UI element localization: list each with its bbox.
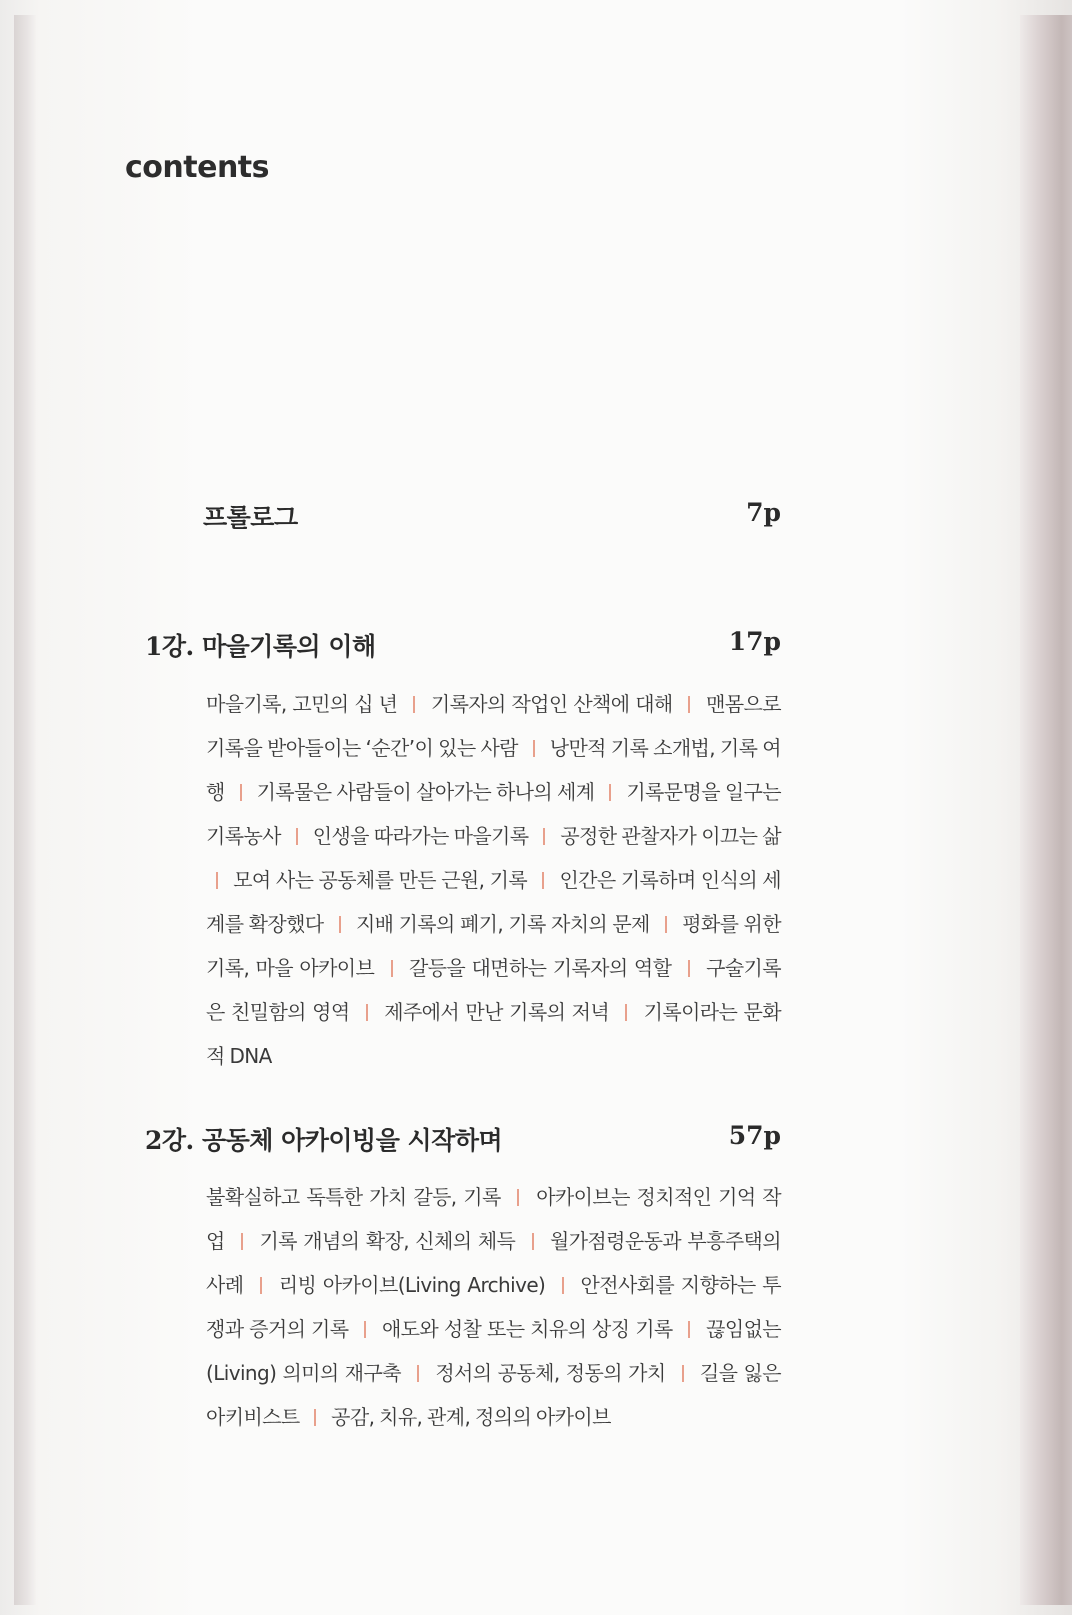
page-gutter-left — [14, 15, 36, 1605]
toc-topic: 지배 기록의 폐기, 기록 자치의 문제 — [355, 912, 650, 936]
toc-topic: 안전사회를 지향하는 투쟁과 증거의 기록 — [206, 1273, 781, 1341]
topic-separator — [542, 872, 544, 889]
topic-separator — [339, 916, 341, 933]
toc-entry-page: 7p — [746, 498, 781, 527]
topic-separator — [314, 1409, 316, 1426]
toc-topic: 맨몸으로 기록을 받아들이는 ‘순간’이 있는 사람 — [206, 692, 781, 760]
toc-topic: 갈등을 대면하는 기록자의 역할 — [408, 956, 672, 980]
topic-separator — [532, 1233, 534, 1250]
page-edge-right — [1020, 15, 1072, 1605]
topic-separator — [413, 696, 415, 713]
toc-entry-page: 57p — [728, 1121, 781, 1150]
toc-entry-topics — [206, 682, 781, 1078]
toc-entry-title: 1강. 마을기록의 이해 — [145, 632, 376, 661]
toc-topic: 제주에서 만난 기록의 저녁 — [384, 1000, 610, 1024]
toc-entry-title: 프롤로그 — [203, 503, 298, 532]
toc-topic: 마을기록, 고민의 십 년 — [206, 692, 398, 716]
contents-heading: contents — [125, 150, 269, 185]
toc-entry-title: 2강. 공동체 아카이빙을 시작하며 — [145, 1126, 503, 1155]
toc-entry-topics — [206, 1175, 781, 1439]
topic-separator — [688, 960, 690, 977]
toc-topic: 공정한 관찰자가 이끄는 삶 — [560, 824, 781, 848]
topic-separator — [216, 872, 218, 889]
toc-topic: 기록자의 작업인 산책에 대해 — [430, 692, 673, 716]
toc-entry-prologue — [0, 498, 1072, 538]
topic-separator — [391, 960, 393, 977]
toc-topic: 끊임없는(Living) 의미의 재구축 — [206, 1317, 782, 1385]
toc-topic: 기록 개념의 확장, 신체의 체득 — [259, 1229, 516, 1253]
topic-separator — [688, 1321, 690, 1338]
topic-separator — [625, 1004, 627, 1021]
topic-separator — [543, 828, 545, 845]
toc-topic: 공감, 치유, 관계, 정의의 아카이브 — [331, 1405, 611, 1429]
toc-topic: 기록문명을 일구는 기록농사 — [206, 780, 781, 848]
toc-topic: 아카이브는 정치적인 기억 작업 — [206, 1185, 782, 1253]
toc-topic: 낭만적 기록 소개법, 기록 여행 — [206, 736, 781, 804]
toc-topic: 애도와 성찰 또는 치유의 상징 기록 — [381, 1317, 673, 1341]
toc-topic: 길을 잃은 아키비스트 — [206, 1361, 781, 1429]
toc-topic: 월가점령운동과 부흥주택의 사례 — [206, 1229, 781, 1297]
topic-separator — [417, 1365, 419, 1382]
toc-topic: 인간은 기록하며 인식의 세계를 확장했다 — [206, 868, 781, 936]
toc-topic: 구술기록은 친밀함의 영역 — [206, 956, 781, 1024]
toc-topic: 모여 사는 공동체를 만든 근원, 기록 — [233, 868, 528, 892]
toc-topic: 인생을 따라가는 마을기록 — [312, 824, 529, 848]
topic-separator — [296, 828, 298, 845]
toc-topic: 기록물은 사람들이 살아가는 하나의 세계 — [256, 780, 595, 804]
toc-topic: 기록이라는 문화적 DNA — [206, 1000, 781, 1068]
toc-topic: 리빙 아카이브(Living Archive) — [278, 1273, 546, 1297]
topic-separator — [688, 696, 690, 713]
topic-separator — [240, 784, 242, 801]
toc-topic: 평화를 위한 기록, 마을 아카이브 — [206, 912, 781, 980]
topic-separator — [533, 740, 535, 757]
topic-separator — [260, 1277, 262, 1294]
topic-separator — [682, 1365, 684, 1382]
toc-entry-lecture-2 — [0, 1121, 1072, 1161]
toc-entry-page: 17p — [728, 627, 781, 656]
toc-topic: 불확실하고 독특한 가치 갈등, 기록 — [206, 1185, 501, 1209]
topic-separator — [665, 916, 667, 933]
topic-separator — [562, 1277, 564, 1294]
topic-separator — [609, 784, 611, 801]
topic-separator — [364, 1321, 366, 1338]
topic-separator — [366, 1004, 368, 1021]
topic-separator — [517, 1189, 519, 1206]
topic-separator — [241, 1233, 243, 1250]
toc-entry-lecture-1 — [0, 627, 1072, 667]
toc-topic: 정서의 공동체, 정동의 가치 — [435, 1361, 666, 1385]
